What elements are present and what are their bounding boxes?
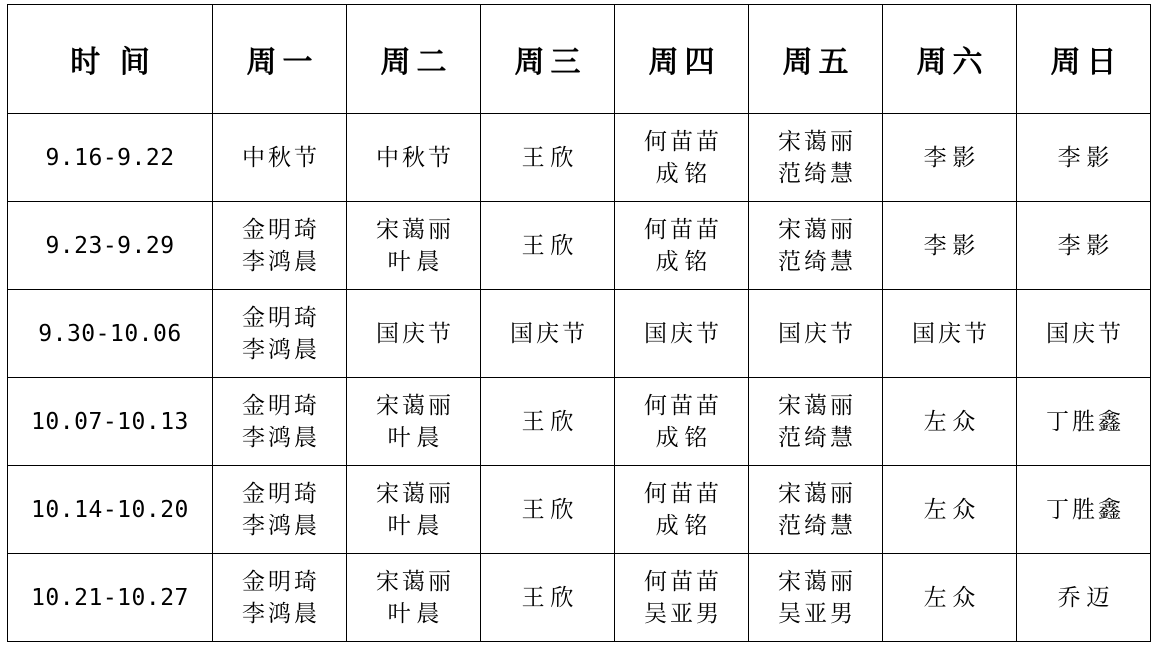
header-row	[8, 5, 1151, 114]
duty-name: 李 影	[923, 232, 976, 258]
duty-name: 成 铭	[655, 248, 708, 274]
duty-cell	[1017, 466, 1151, 554]
column-header-thursday: 周四	[615, 5, 749, 114]
table-row	[8, 290, 1151, 378]
duty-cell-lines	[615, 391, 748, 453]
duty-cell-lines	[749, 127, 882, 189]
duty-cell-lines	[883, 319, 1016, 349]
duty-name: 范绮慧	[778, 248, 856, 274]
column-header-time: 时 间	[8, 5, 213, 114]
week-range-cell: 9.23-9.29	[8, 202, 213, 290]
duty-cell-lines	[347, 479, 480, 541]
duty-name: 李 影	[923, 144, 976, 170]
duty-name: 国庆节	[778, 320, 856, 346]
duty-cell	[213, 554, 347, 642]
duty-name: 宋蔼丽	[376, 480, 454, 506]
duty-cell-lines	[749, 215, 882, 277]
duty-name: 叶 晨	[387, 600, 440, 626]
duty-cell-lines	[883, 143, 1016, 173]
duty-name: 丁胜鑫	[1046, 496, 1124, 522]
duty-name: 何苗苗	[644, 480, 722, 506]
duty-cell	[347, 378, 481, 466]
duty-cell-lines	[1017, 319, 1150, 349]
table-row	[8, 466, 1151, 554]
week-range-cell: 10.14-10.20	[8, 466, 213, 554]
duty-name: 李鸿晨	[242, 512, 320, 538]
duty-cell-lines	[213, 303, 346, 365]
duty-cell	[749, 466, 883, 554]
duty-cell	[213, 114, 347, 202]
duty-cell	[883, 114, 1017, 202]
duty-cell	[749, 378, 883, 466]
duty-cell-lines	[615, 479, 748, 541]
column-header-tuesday: 周二	[347, 5, 481, 114]
duty-cell	[347, 466, 481, 554]
duty-cell	[347, 114, 481, 202]
duty-name: 宋蔼丽	[778, 568, 856, 594]
duty-name: 国庆节	[912, 320, 990, 346]
duty-cell	[481, 466, 615, 554]
duty-cell-lines	[883, 407, 1016, 437]
duty-cell	[749, 554, 883, 642]
duty-cell	[1017, 554, 1151, 642]
duty-cell-lines	[615, 127, 748, 189]
duty-name: 左 众	[923, 584, 976, 610]
duty-name: 叶 晨	[387, 512, 440, 538]
duty-name: 宋蔼丽	[778, 216, 856, 242]
duty-cell-lines	[213, 391, 346, 453]
duty-cell-lines	[481, 583, 614, 613]
duty-name: 李鸿晨	[242, 600, 320, 626]
table-header	[8, 5, 1151, 114]
duty-name: 成 铭	[655, 512, 708, 538]
duty-cell	[213, 290, 347, 378]
duty-cell	[481, 114, 615, 202]
duty-cell-lines	[481, 319, 614, 349]
duty-cell	[481, 554, 615, 642]
duty-cell-lines	[347, 319, 480, 349]
duty-cell-lines	[1017, 143, 1150, 173]
duty-cell	[749, 114, 883, 202]
duty-name: 金明琦	[242, 216, 320, 242]
duty-cell-lines	[347, 143, 480, 173]
duty-name: 吴亚男	[644, 600, 722, 626]
column-header-saturday: 周六	[883, 5, 1017, 114]
duty-cell-lines	[883, 231, 1016, 261]
column-header-sunday: 周日	[1017, 5, 1151, 114]
duty-schedule-table	[7, 4, 1151, 642]
duty-cell	[615, 466, 749, 554]
duty-cell-lines	[347, 215, 480, 277]
duty-cell-lines	[883, 583, 1016, 613]
duty-cell-lines	[347, 567, 480, 629]
duty-cell	[347, 554, 481, 642]
week-range-cell: 10.07-10.13	[8, 378, 213, 466]
duty-cell-lines	[615, 319, 748, 349]
duty-name: 王 欣	[521, 408, 574, 434]
duty-cell	[883, 554, 1017, 642]
duty-cell-lines	[1017, 407, 1150, 437]
duty-cell-lines	[347, 391, 480, 453]
duty-name: 李鸿晨	[242, 248, 320, 274]
duty-cell	[1017, 378, 1151, 466]
duty-cell	[615, 290, 749, 378]
duty-name: 左 众	[923, 408, 976, 434]
duty-name: 叶 晨	[387, 424, 440, 450]
duty-name: 宋蔼丽	[376, 392, 454, 418]
duty-cell-lines	[1017, 231, 1150, 261]
duty-cell	[481, 202, 615, 290]
duty-name: 宋蔼丽	[778, 392, 856, 418]
duty-cell	[615, 114, 749, 202]
duty-cell-lines	[481, 231, 614, 261]
duty-cell-lines	[481, 143, 614, 173]
duty-cell	[481, 290, 615, 378]
duty-name: 何苗苗	[644, 392, 722, 418]
column-header-monday: 周一	[213, 5, 347, 114]
duty-cell	[481, 378, 615, 466]
duty-name: 金明琦	[242, 568, 320, 594]
duty-name: 国庆节	[510, 320, 588, 346]
duty-name: 成 铭	[655, 424, 708, 450]
duty-name: 范绮慧	[778, 512, 856, 538]
table-row	[8, 114, 1151, 202]
duty-name: 吴亚男	[778, 600, 856, 626]
week-range-cell: 10.21-10.27	[8, 554, 213, 642]
duty-name: 范绮慧	[778, 424, 856, 450]
duty-cell-lines	[481, 407, 614, 437]
duty-cell-lines	[749, 319, 882, 349]
duty-cell	[1017, 202, 1151, 290]
duty-name: 国庆节	[1046, 320, 1124, 346]
duty-cell-lines	[615, 215, 748, 277]
table-row	[8, 554, 1151, 642]
duty-cell-lines	[213, 215, 346, 277]
column-header-friday: 周五	[749, 5, 883, 114]
duty-cell-lines	[749, 391, 882, 453]
duty-name: 李 影	[1057, 232, 1110, 258]
duty-name: 叶 晨	[387, 248, 440, 274]
duty-name: 何苗苗	[644, 216, 722, 242]
duty-cell	[749, 290, 883, 378]
duty-name: 宋蔼丽	[778, 128, 856, 154]
duty-cell	[883, 378, 1017, 466]
duty-cell	[1017, 290, 1151, 378]
duty-name: 金明琦	[242, 304, 320, 330]
column-header-wednesday: 周三	[481, 5, 615, 114]
duty-name: 成 铭	[655, 160, 708, 186]
duty-cell	[615, 202, 749, 290]
table-row	[8, 202, 1151, 290]
duty-cell-lines	[213, 567, 346, 629]
duty-name: 宋蔼丽	[376, 568, 454, 594]
duty-cell	[213, 202, 347, 290]
duty-name: 国庆节	[376, 320, 454, 346]
duty-name: 范绮慧	[778, 160, 856, 186]
duty-cell	[1017, 114, 1151, 202]
duty-name: 何苗苗	[644, 568, 722, 594]
duty-cell-lines	[749, 479, 882, 541]
duty-cell	[213, 466, 347, 554]
duty-name: 丁胜鑫	[1046, 408, 1124, 434]
duty-cell	[615, 554, 749, 642]
duty-name: 李 影	[1057, 144, 1110, 170]
duty-name: 中秋节	[376, 144, 454, 170]
table-body	[8, 114, 1151, 642]
duty-cell-lines	[1017, 495, 1150, 525]
duty-cell	[883, 290, 1017, 378]
duty-name: 左 众	[923, 496, 976, 522]
duty-cell	[347, 202, 481, 290]
duty-name: 李鸿晨	[242, 424, 320, 450]
duty-cell-lines	[1017, 583, 1150, 613]
table-row	[8, 378, 1151, 466]
duty-name: 中秋节	[242, 144, 320, 170]
duty-cell	[213, 378, 347, 466]
duty-name: 王 欣	[521, 232, 574, 258]
duty-name: 李鸿晨	[242, 336, 320, 362]
duty-cell-lines	[481, 495, 614, 525]
duty-cell	[883, 202, 1017, 290]
duty-cell	[615, 378, 749, 466]
duty-name: 王 欣	[521, 144, 574, 170]
duty-name: 乔 迈	[1057, 584, 1110, 610]
duty-cell-lines	[883, 495, 1016, 525]
duty-cell-lines	[213, 479, 346, 541]
duty-name: 国庆节	[644, 320, 722, 346]
duty-cell-lines	[615, 567, 748, 629]
week-range-cell: 9.30-10.06	[8, 290, 213, 378]
duty-name: 何苗苗	[644, 128, 722, 154]
duty-cell-lines	[213, 143, 346, 173]
duty-name: 金明琦	[242, 480, 320, 506]
duty-name: 王 欣	[521, 496, 574, 522]
duty-cell	[347, 290, 481, 378]
duty-name: 宋蔼丽	[778, 480, 856, 506]
duty-name: 王 欣	[521, 584, 574, 610]
duty-cell-lines	[749, 567, 882, 629]
week-range-cell: 9.16-9.22	[8, 114, 213, 202]
duty-name: 金明琦	[242, 392, 320, 418]
duty-cell	[749, 202, 883, 290]
duty-name: 宋蔼丽	[376, 216, 454, 242]
duty-cell	[883, 466, 1017, 554]
